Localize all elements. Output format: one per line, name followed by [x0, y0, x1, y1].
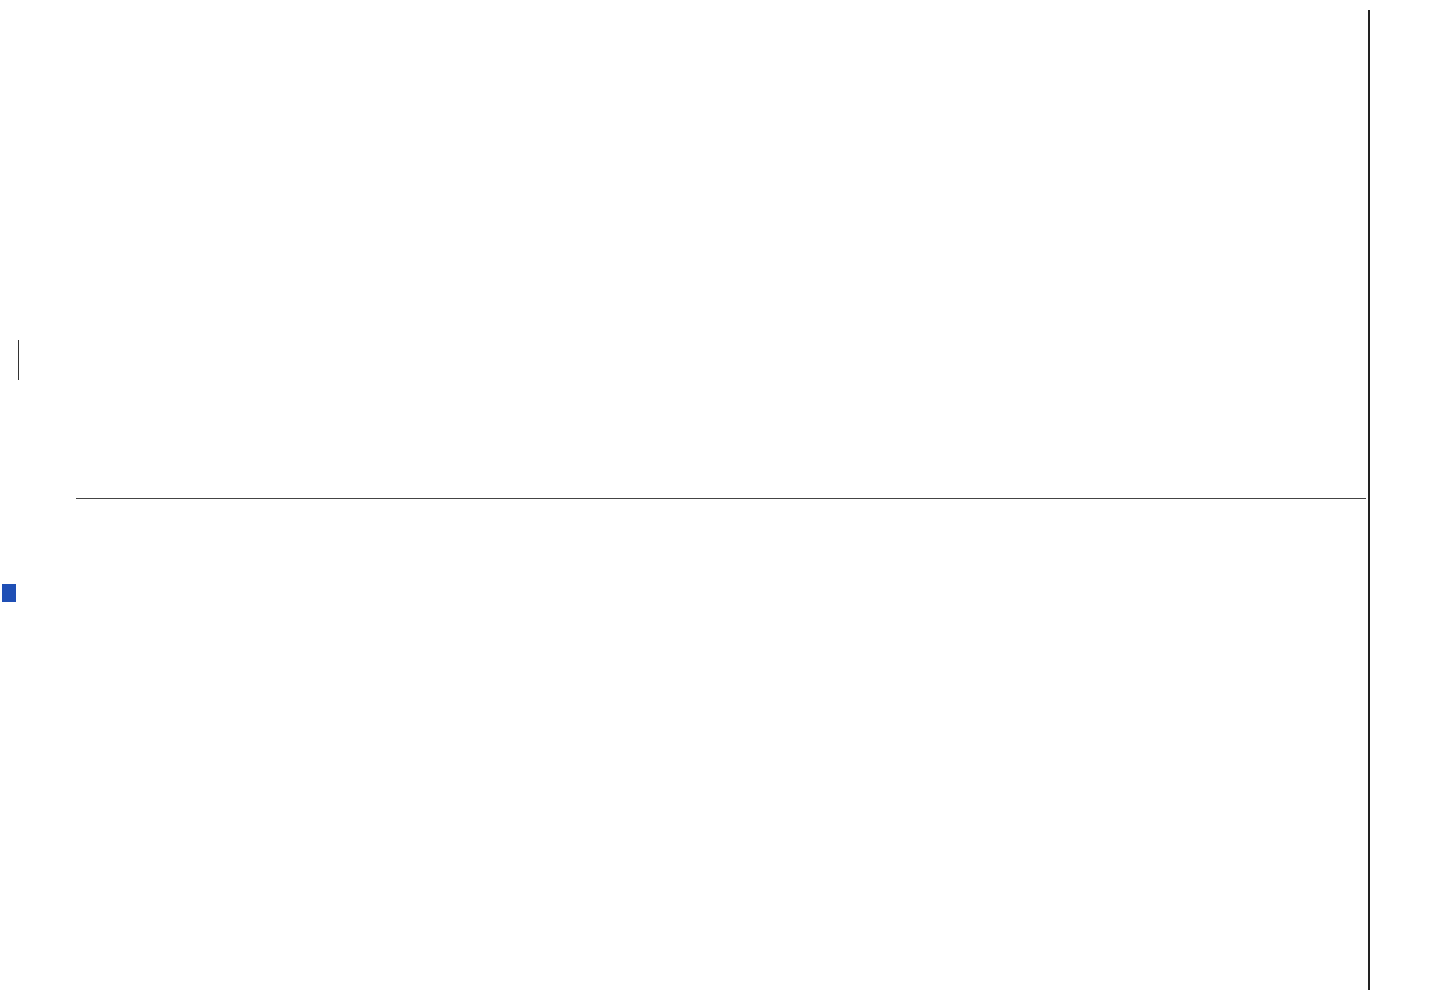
scan-mark — [18, 340, 19, 380]
text-column-left — [80, 20, 1360, 480]
footer-credit — [2, 606, 16, 996]
column-separator — [76, 498, 1366, 499]
rotated-page-content — [72, 10, 1412, 990]
digitization-footer — [2, 606, 16, 996]
header-rule — [1368, 10, 1370, 990]
dfg-logo — [2, 584, 16, 602]
page-header — [1370, 10, 1412, 990]
text-column-right — [80, 520, 1360, 980]
